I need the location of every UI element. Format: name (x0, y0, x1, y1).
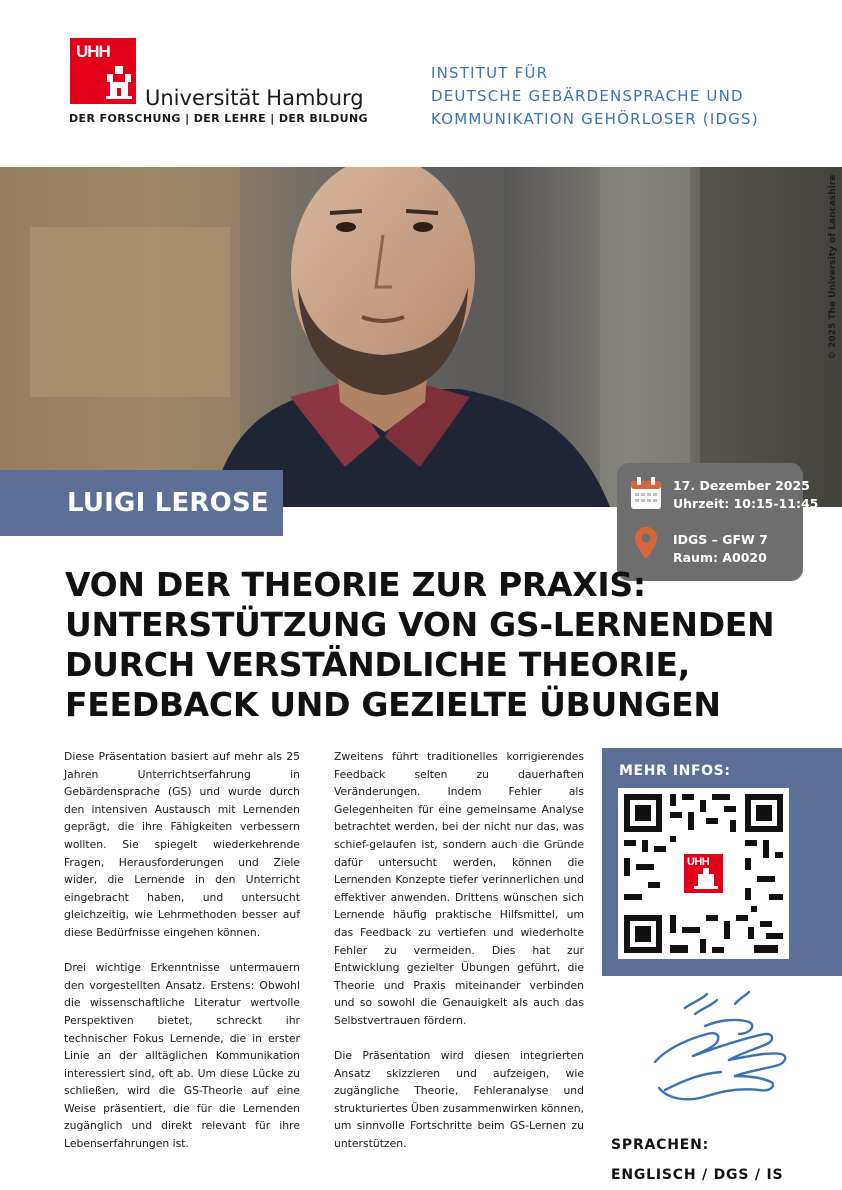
speaker-photo (0, 167, 842, 507)
abstract-paragraph: Die Präsentation wird diesen integrierten Ansatz skizzieren und aufzeigen, wie zugängliche Theorie, Fehleranalyse und strukturiertes Üben zusammenwirken können, um sinnvolle Fortschritte beim GS-Lernen zu unterstützen. (334, 1049, 584, 1151)
portrait-illustration (0, 167, 842, 507)
university-tagline: DER FORSCHUNG | DER LEHRE | DER BILDUNG (69, 112, 368, 125)
abstract-paragraph: Zweitens führt traditionelles korrigierendes Feedback selten zu dauerhaften Veränderungen. Indem Fehler als Gelegenheiten für eine gemeinsame Analyse betrachtet werden, bei der nicht nur das, was schief-gelaufen ist, sondern auch die Gründe dafür untersucht werden, können die Lernenden Konzepte tiefer verinnerlichen und effektiver anwenden. Drittens wünschen sich Lernende häufig praktische Hilfsmittel, um das Feedback zu vertiefen und wiederholte Fehler zu vermeiden. Dies hat zur Entwicklung gezielter Übungen geführt, die Theorie und Praxis miteinander verbinden und so sowohl die Genauigkeit als auch das Selbstvertrauen fördern. (334, 750, 584, 1027)
university-name: Universität Hamburg (145, 86, 364, 110)
title-line: VON DER THEORIE ZUR PRAXIS: (65, 565, 646, 604)
languages (611, 1130, 783, 1190)
languages-value: ENGLISCH / DGS / IS (611, 1167, 784, 1183)
photo-credit (816, 174, 838, 360)
more-info-label: MEHR INFOS: (619, 763, 731, 779)
abstract-column-2 (334, 748, 584, 1170)
abstract-column-1 (64, 748, 300, 1170)
more-info-panel (602, 748, 842, 976)
university-logo (70, 38, 136, 104)
logo-text: UHH (76, 42, 110, 61)
castle-icon (106, 64, 132, 100)
event-location: IDGS – GFW 7 (673, 532, 768, 547)
map-pin-icon (634, 526, 658, 560)
title-line: UNTERSTÜTZUNG VON GS-LERNENDEN (65, 605, 775, 644)
languages-label: SPRACHEN: (611, 1137, 710, 1153)
event-date: 17. Dezember 2025 (673, 478, 810, 493)
event-info-box (617, 463, 819, 581)
event-room: Raum: A0020 (673, 550, 767, 565)
title-line: FEEDBACK UND GEZIELTE ÜBUNGEN (65, 685, 721, 724)
photo-credit-text: © 2025 The University of Lancashire (828, 174, 838, 360)
speaker-name: LUIGI LEROSE (0, 470, 283, 536)
calendar-icon (630, 476, 662, 510)
institute-name (431, 62, 791, 131)
title-line: DURCH VERSTÄNDLICHE THEORIE, (65, 645, 690, 684)
sign-language-hands-icon (645, 990, 805, 1105)
institute-line: INSTITUT FÜR (431, 64, 549, 82)
institute-line: KOMMUNIKATION GEHÖRLOSER (IDGS) (431, 110, 759, 128)
qr-code[interactable] (618, 788, 789, 959)
qr-logo-text: UHH (687, 856, 710, 868)
qr-code-icon (618, 788, 789, 959)
talk-title (65, 565, 775, 725)
abstract-paragraph: Drei wichtige Erkenntnisse untermauern den vorgestellten Ansatz. Erstens: Obwohl die wissenschaftliche Literatur wertvolle Perspektiven bietet, schreckt ihr technischer Fokus Lernende, die in erster Linie an der alltäglichen Kommunikation interessiert sind, oft ab. Um diese Lücke zu schließen, wird die GS-Theorie auf eine Weise präsentiert, die für die Lernenden zugänglich und direkt relevant für ihre Lebenserfahrungen ist. (64, 961, 300, 1151)
abstract-paragraph: Diese Präsentation basiert auf mehr als 25 Jahren Unterrichtserfahrung in Gebärdensprache (GS) und wurde durch den intensiven Austausch mit Lernenden geprägt, die ihre Fähigkeiten verbessern wollten. Sie spiegelt wiederkehrende Fragen, Herausforderungen und Ziele wider, die Lernende in den Unterricht eingebracht haben, und untersucht gleichzeitig, wie Lehrmethoden besser auf diese Bedürfnisse eingehen können. (64, 750, 300, 939)
institute-line: DEUTSCHE GEBÄRDENSPRACHE UND (431, 87, 744, 105)
event-time: Uhrzeit: 10:15-11:45 (673, 496, 819, 511)
